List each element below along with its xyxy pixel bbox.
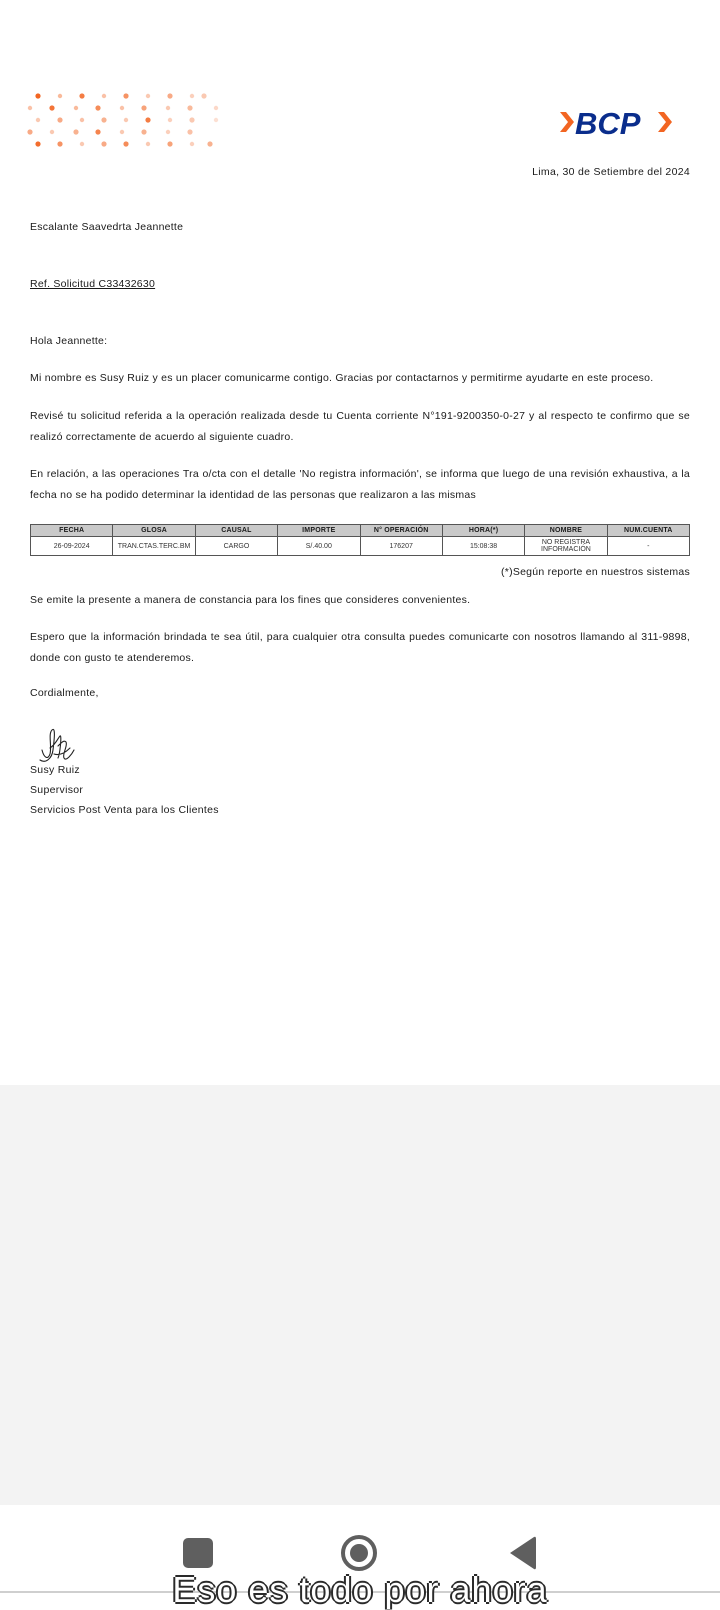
letter-date: Lima, 30 de Setiembre del 2024 — [532, 166, 690, 178]
cell-glosa: TRAN.CTAS.TERC.BM — [113, 537, 195, 556]
header-hora: HORA(*) — [442, 525, 524, 537]
account-paragraph: Revisé tu solicitud referida a la operación realizada desde tu Cuenta corriente N°191-9200350-0-27 y al respecto te confirmo que se realizó correctamente de acuerdo al siguiente cuadro. — [30, 410, 690, 443]
recipient-name: Escalante Saavedrta Jeannette — [30, 221, 184, 233]
header-operacion: N° OPERACIÓN — [360, 525, 442, 537]
cell-fecha: 26-09-2024 — [31, 537, 113, 556]
header-fecha: FECHA — [31, 525, 113, 537]
header-importe: IMPORTE — [278, 525, 360, 537]
header-causal: CAUSAL — [195, 525, 277, 537]
operations-table — [30, 524, 690, 556]
bcp-logo — [558, 102, 680, 142]
table-header-row — [31, 525, 690, 537]
closing: Cordialmente, — [30, 687, 99, 699]
signer-name: Susy Ruiz — [30, 764, 80, 776]
circle-home-icon[interactable] — [340, 1534, 378, 1572]
header-nombre: NOMBRE — [525, 525, 607, 537]
bcp-logo-text: BCP — [575, 106, 641, 141]
header-glosa: GLOSA — [113, 525, 195, 537]
cell-hora: 15:08:38 — [442, 537, 524, 556]
intro-paragraph: Mi nombre es Susy Ruiz y es un placer comunicarme contigo. Gracias por contactarnos y permitirme ayudarte en este proceso. — [30, 372, 654, 384]
signer-title: Supervisor — [30, 784, 84, 796]
investigation-paragraph: En relación, a las operaciones Tra o/cta con el detalle 'No registra información', se informa que luego de una revisión exhaustiva, a la fecha no se ha podido determinar la identidad de las personas que realizaron a las mismas — [30, 468, 690, 501]
decorative-dots-pattern — [20, 88, 230, 152]
cell-nombre: NO REGISTRA INFORMACIÓN — [525, 537, 607, 556]
cell-operacion: 176207 — [360, 537, 442, 556]
video-caption: Eso es todo por ahora — [172, 1569, 548, 1610]
table-row — [31, 537, 690, 556]
viewer-background — [0, 1085, 720, 1505]
cell-num-cuenta: - — [607, 537, 689, 556]
greeting: Hola Jeannette: — [30, 335, 108, 347]
contact-paragraph: Espero que la información brindada te sea útil, para cualquier otra consulta puedes comunicarte con nosotros llamando al 311-9898, donde con gusto te atenderemos. — [30, 631, 690, 664]
header-num-cuenta: NUM.CUENTA — [607, 525, 689, 537]
signature-image — [36, 724, 78, 768]
triangle-back-icon[interactable] — [506, 1534, 538, 1572]
cell-importe: S/.40.00 — [278, 537, 360, 556]
square-recents-icon[interactable] — [183, 1538, 213, 1568]
reference-number: Ref. Solicitud C33432630 — [30, 278, 156, 290]
table-footnote: (*)Según reporte en nuestros sistemas — [500, 566, 690, 578]
cell-causal: CARGO — [195, 537, 277, 556]
constancy-paragraph: Se emite la presente a manera de constancia para los fines que consideres convenientes. — [30, 594, 471, 606]
signer-department: Servicios Post Venta para los Clientes — [30, 804, 219, 816]
